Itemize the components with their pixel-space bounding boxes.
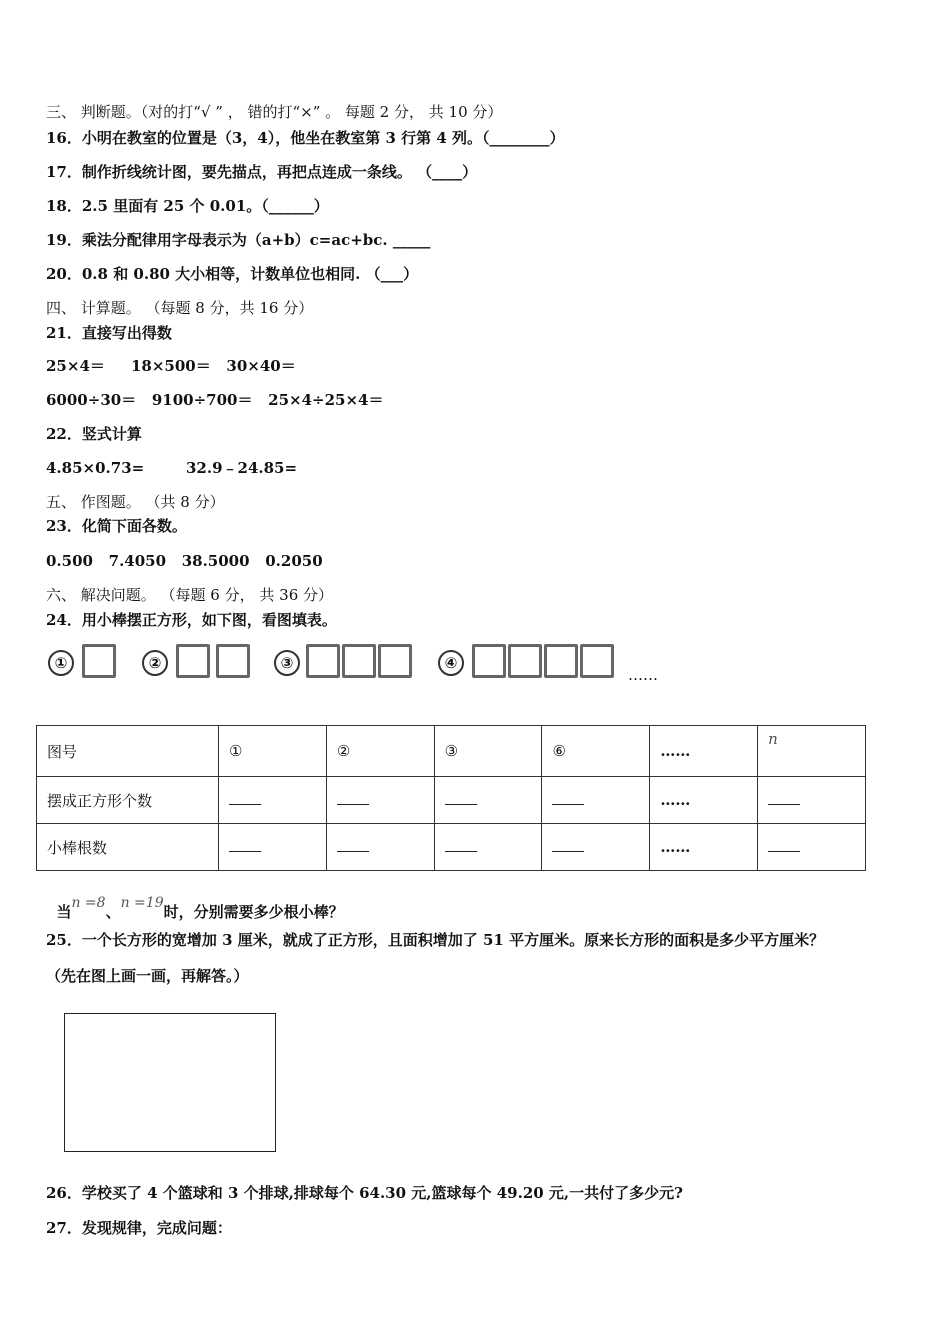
- question-17: 17．制作折线统计图，要先描点，再把点连成一条线。 （____）: [46, 163, 478, 181]
- tail-post: 时，分别需要多少根小棒？: [163, 903, 344, 921]
- table-row: [37, 777, 866, 824]
- square: [378, 644, 412, 678]
- square: [306, 644, 340, 678]
- square: [508, 644, 542, 678]
- figure-label-1: ①: [48, 650, 74, 676]
- tail-sep: 、: [105, 903, 121, 921]
- table-header-cell: ……: [650, 726, 758, 777]
- section-3-heading: 三、 判断题。（对的打“√ ” ， 错的打“×” 。 每题 2 分， 共 10 分）: [46, 103, 503, 121]
- question-22: 22．竖式计算: [46, 425, 142, 443]
- table-ellipsis: ……: [650, 824, 758, 871]
- answer-blank[interactable]: [229, 792, 261, 805]
- n-value-2: n =19: [120, 895, 164, 911]
- answer-blank[interactable]: [337, 792, 369, 805]
- question-16: 16．小明在教室的位置是（3，4），他坐在教室第 3 行第 4 列。（________）: [46, 129, 565, 147]
- question-24-tail: [46, 882, 344, 923]
- question-21-row-b: 6000÷30＝ 9100÷700＝ 25×4÷25×4＝: [46, 391, 384, 409]
- table-header-cell: ①: [219, 726, 327, 777]
- answer-blank[interactable]: [445, 792, 477, 805]
- question-20: 20．0.8 和 0.80 大小相等，计数单位也相同. （___）: [46, 265, 419, 283]
- table-row-label: 摆成正方形个数: [37, 777, 219, 824]
- table-header-row: [37, 726, 866, 777]
- answer-blank[interactable]: [445, 839, 477, 852]
- table-ellipsis: ……: [650, 777, 758, 824]
- tail-pre: 当: [56, 903, 72, 921]
- answer-blank[interactable]: [552, 792, 584, 805]
- square: [580, 644, 614, 678]
- question-22-row: 4.85×0.73= 32.9﹣24.85=: [46, 459, 298, 477]
- question-23-row: 0.500 7.4050 38.5000 0.2050: [46, 552, 323, 570]
- drawing-rectangle: [64, 1013, 276, 1152]
- answer-blank[interactable]: [768, 792, 800, 805]
- answer-blank[interactable]: [768, 839, 800, 852]
- n-value-1: n =8: [71, 895, 106, 911]
- table-header-cell: ③: [434, 726, 542, 777]
- question-25: 25．一个长方形的宽增加 3 厘米，就成了正方形，且面积增加了 51 平方厘米。原来长方形的面积是多少平方厘米？: [46, 931, 825, 949]
- square: [544, 644, 578, 678]
- table-header-n: n: [768, 730, 778, 748]
- table-row: [37, 824, 866, 871]
- table-header-cell: ②: [326, 726, 434, 777]
- question-27: 27．发现规律，完成问题：: [46, 1219, 232, 1237]
- square: [472, 644, 506, 678]
- square: [342, 644, 376, 678]
- answer-blank[interactable]: [337, 839, 369, 852]
- question-23: 23．化简下面各数。: [46, 517, 187, 535]
- question-18: 18．2.5 里面有 25 个 0.01。（______）: [46, 197, 329, 215]
- section-5-heading: 五、 作图题。 （共 8 分）: [46, 493, 225, 511]
- square: [176, 644, 210, 678]
- table-row-label: 小棒根数: [37, 824, 219, 871]
- square: [216, 644, 250, 678]
- question-25-note: （先在图上画一画，再解答。）: [46, 967, 249, 985]
- section-4-heading: 四、 计算题。 （每题 8 分，共 16 分）: [46, 299, 314, 317]
- question-24: 24．用小棒摆正方形，如下图，看图填表。: [46, 611, 337, 629]
- answer-blank[interactable]: [552, 839, 584, 852]
- section-6-heading: 六、 解决问题。 （每题 6 分， 共 36 分）: [46, 586, 334, 604]
- question-21: 21．直接写出得数: [46, 324, 172, 342]
- question-26: 26．学校买了 4 个篮球和 3 个排球,排球每个 64.30 元,篮球每个 49.20 元,一共付了多少元?: [46, 1184, 683, 1202]
- figure-ellipsis: ……: [628, 666, 658, 684]
- figure-label-3: ③: [274, 650, 300, 676]
- table-header-cell: ⑥: [542, 726, 650, 777]
- question-19: 19．乘法分配律用字母表示为（a+b）c=ac+bc. _____: [46, 231, 431, 249]
- answer-blank[interactable]: [229, 839, 261, 852]
- table-header-cell: 图号: [37, 726, 219, 777]
- stick-squares-figure: [46, 640, 686, 694]
- stick-count-table: [36, 725, 866, 871]
- figure-label-4: ④: [438, 650, 464, 676]
- square: [82, 644, 116, 678]
- question-21-row-a: 25×4＝ 18×500＝ 30×40＝: [46, 357, 296, 375]
- figure-label-2: ②: [142, 650, 168, 676]
